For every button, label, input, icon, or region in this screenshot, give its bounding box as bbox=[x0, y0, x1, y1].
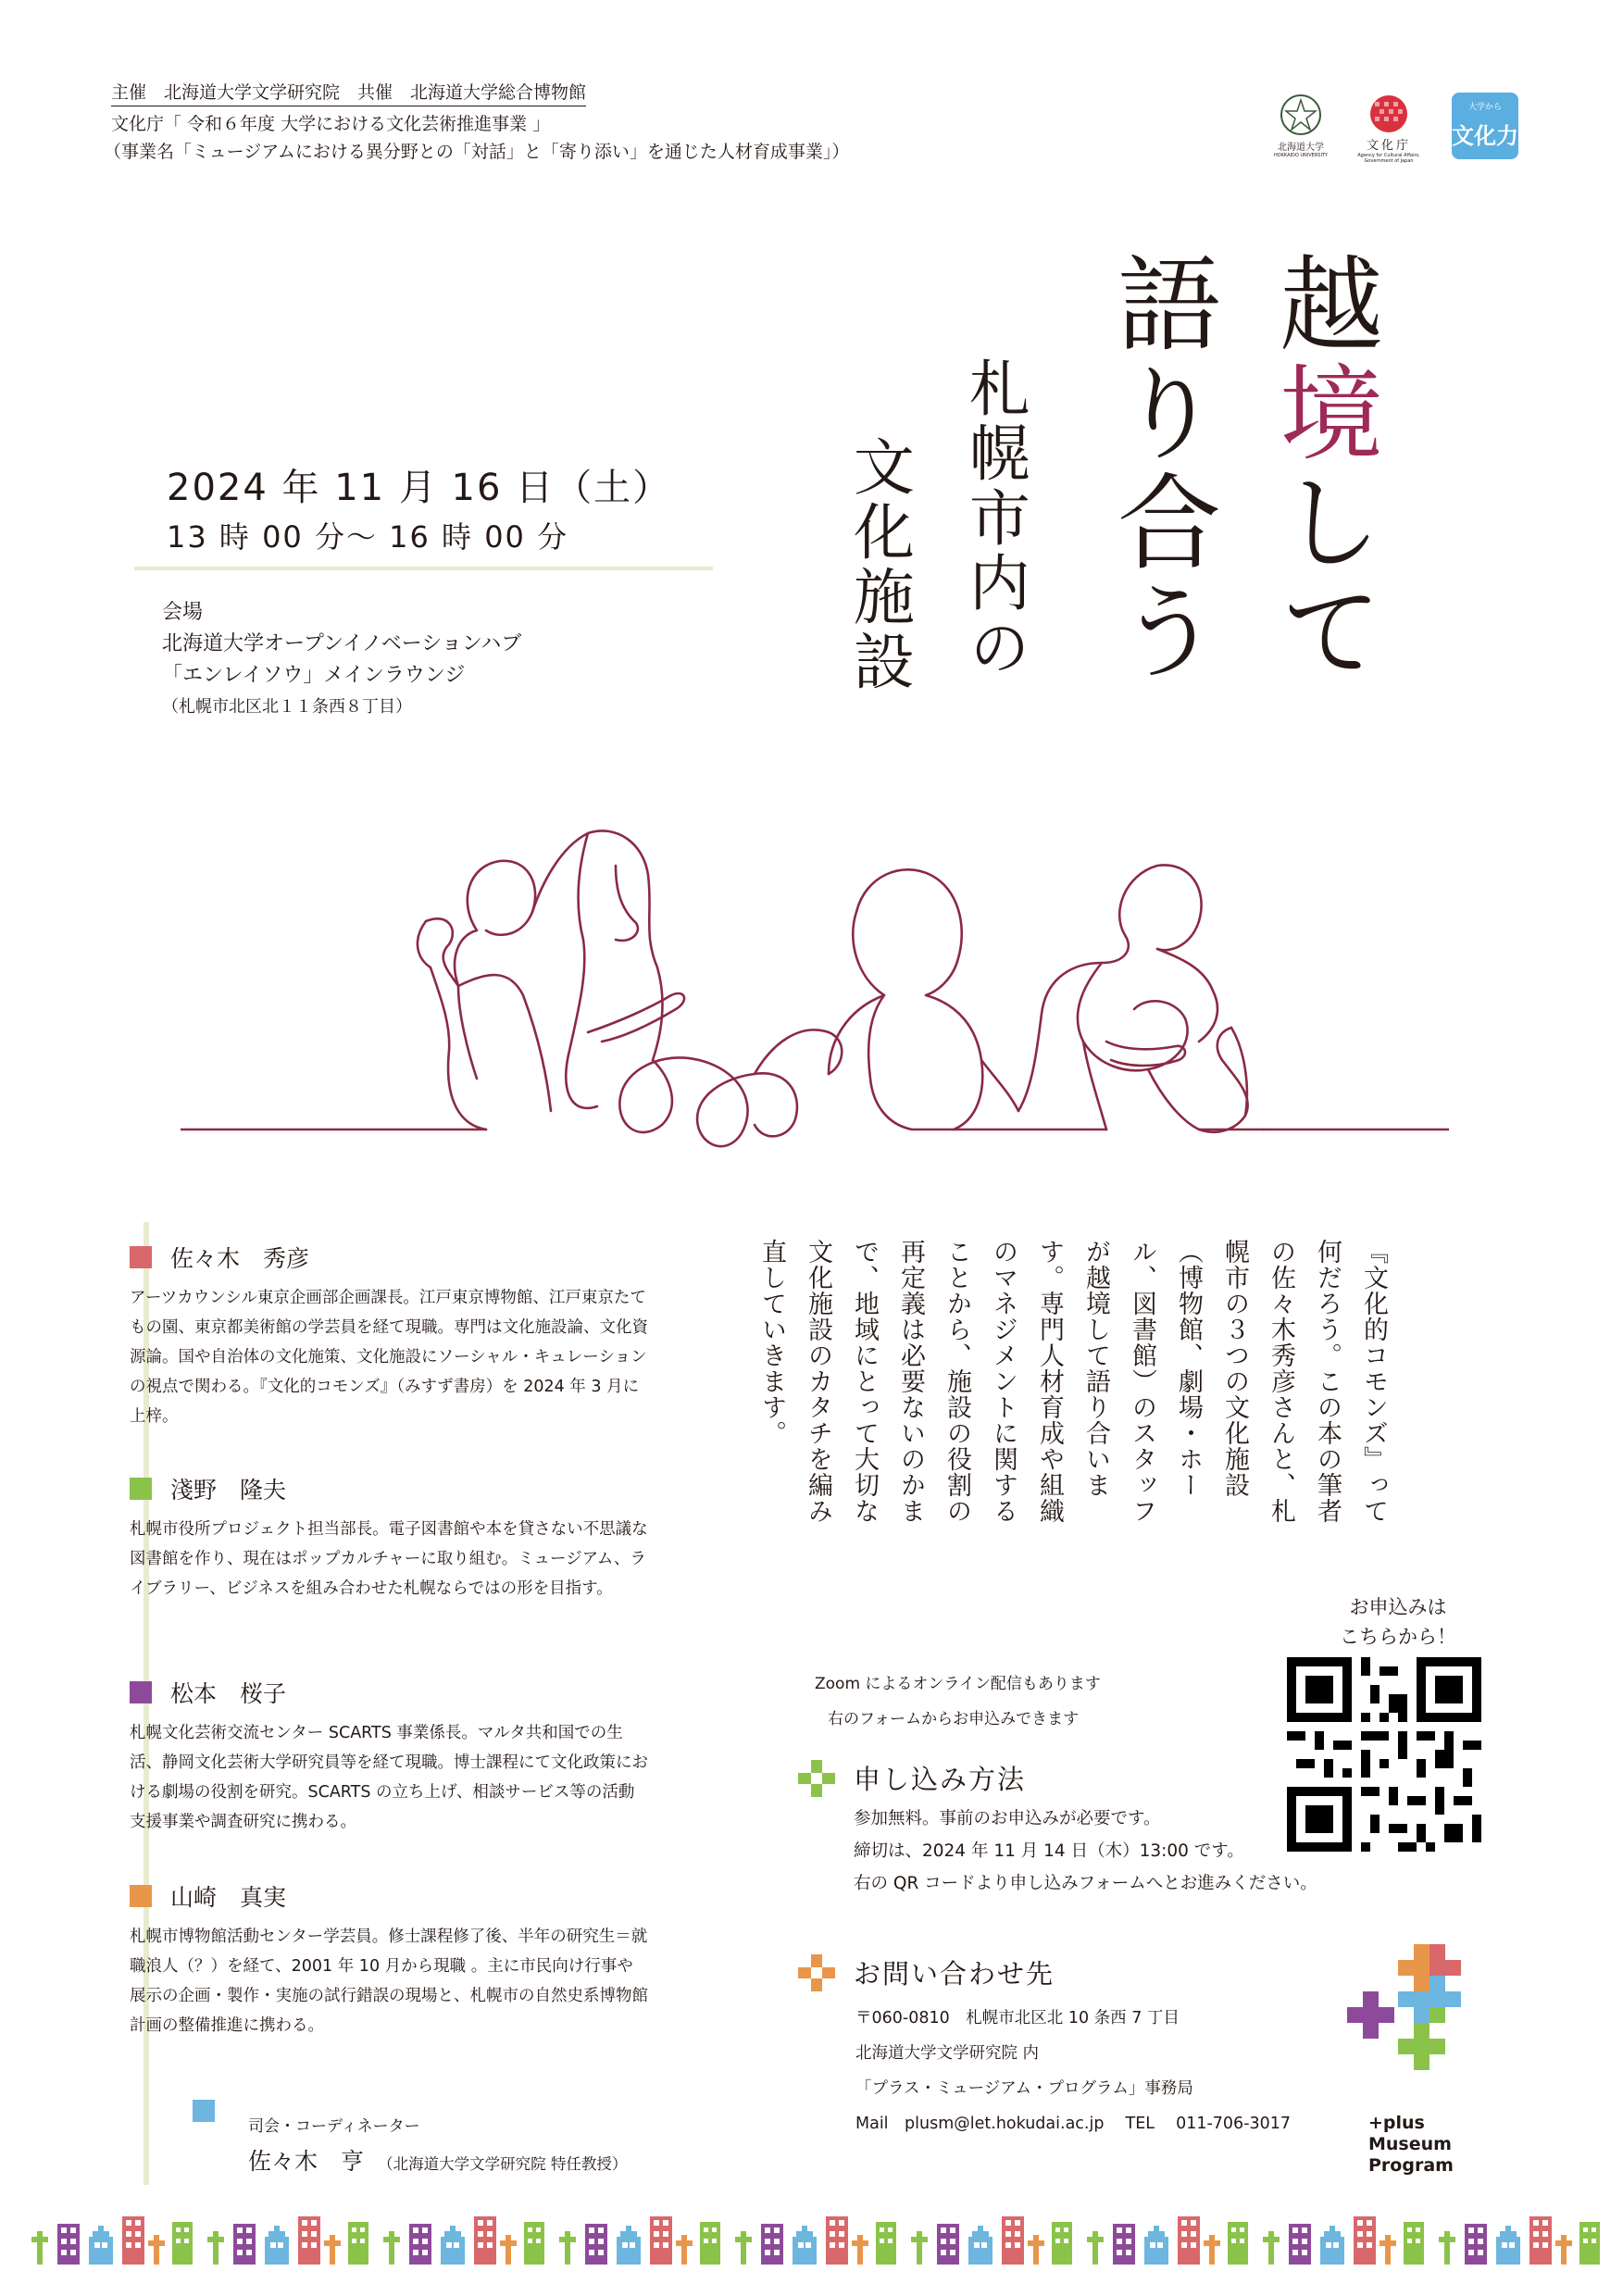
coordinator-name: 佐々木 亨 bbox=[248, 2148, 365, 2175]
speaker-1-marker bbox=[130, 1246, 152, 1268]
venue-room: 「エンレイソウ」メインラウンジ bbox=[162, 664, 466, 687]
plus-green-icon bbox=[798, 1760, 835, 1797]
speaker-3-bio: 札幌文化芸術交流センター SCARTS 事業係長。マルタ共和国での生活、静岡文化芸術大学研究員等を経て現職。博士課程にて文化政策における劇場の役割を研究。SCARTS の立ち上げ、相談サービス等の活動支援事業や調査研究に携わる。 bbox=[130, 1724, 648, 1831]
event-date: 2024 年 11 月 16 日（土） bbox=[167, 467, 672, 509]
program-l3: Program bbox=[1368, 2155, 1454, 2176]
speaker-1-bio: アーツカウンシル東京企画部企画課長。江戸東京博物館、江戸東京たてもの園、東京都美術館の学芸員を経て現職。専門は文化施設論、文化資源論。国や自治体の文化施策、文化施設にソーシャル・キュレーションの視点で関わる。『文化的コモンズ』（みすず書房）を 2024 年 3 月に上梓。 bbox=[130, 1289, 648, 1426]
apply-line3: 右の QR コードより申し込みフォームへとお進みください。 bbox=[854, 1874, 1317, 1893]
venue-label: 会場 bbox=[162, 601, 204, 624]
qr-label bbox=[1324, 1592, 1472, 1652]
event-time: 13 時 00 分～ 16 時 00 分 bbox=[167, 519, 569, 555]
contact-title: お問い合わせ先 bbox=[854, 1958, 1055, 1990]
date-rule bbox=[134, 567, 713, 570]
title-accent: 境 bbox=[1262, 359, 1383, 468]
coordinator bbox=[194, 2100, 627, 2177]
venue-address: （札幌市北区北１１条西８丁目） bbox=[162, 697, 412, 717]
bunkacho-logo bbox=[1352, 93, 1426, 164]
contact-address: 〒060-0810 札幌市北区北 10 条西 7 丁目 bbox=[855, 2009, 1180, 2028]
hokudai-name: 北海道大学 bbox=[1278, 143, 1324, 153]
speaker-3-marker bbox=[130, 1681, 152, 1703]
apply-line2: 締切は、2024 年 11 月 14 日（木）13:00 です。 bbox=[854, 1841, 1244, 1861]
title-post: して bbox=[1262, 468, 1383, 687]
speaker-1 bbox=[130, 1241, 676, 1431]
coordinator-marker bbox=[193, 2100, 215, 2122]
online-line2: 右のフォームからお申込みできます bbox=[828, 1710, 1080, 1728]
subtitle-line1: 札幌市内の bbox=[958, 356, 1030, 680]
qr-label-line2: こちらから！ bbox=[1340, 1626, 1456, 1648]
bunkacho-mark-icon bbox=[1367, 93, 1410, 135]
hokudai-logo bbox=[1268, 93, 1333, 158]
bunkaryoku-top: 大学から bbox=[1467, 103, 1502, 112]
speaker-2-name: 淺野 隆夫 bbox=[170, 1477, 287, 1504]
pixel-town-border bbox=[28, 2194, 1602, 2268]
online-line1: Zoom によるオンライン配信もあります bbox=[815, 1675, 1101, 1693]
speaker-4-marker bbox=[130, 1885, 152, 1907]
speaker-2-marker bbox=[130, 1478, 152, 1500]
speaker-2-bio: 札幌市役所プロジェクト担当部長。電子図書館や本を貸さない不思議な図書館を作り、現在はポップカルチャーに取り組む。ミュージアム、ライブラリー、ビジネスを組み合わせた札幌ならではの形を目指す。 bbox=[130, 1520, 648, 1598]
contact-mail-tel[interactable]: Mail plusm@let.hokudai.ac.jp TEL 011-706-3017 bbox=[855, 2115, 1292, 2133]
line-art-people-illustration bbox=[181, 773, 1449, 1180]
title-pre: 越 bbox=[1262, 250, 1383, 359]
bunkacho-name-en: Agency for Cultural Affairs, Government of Japan bbox=[1357, 153, 1420, 164]
program-l2: Museum bbox=[1368, 2134, 1452, 2154]
coordinator-affiliation: （北海道大学文学研究院 特任教授） bbox=[378, 2155, 628, 2173]
hokudai-emblem-icon bbox=[1279, 93, 1323, 137]
contact-org: 北海道大学文学研究院 内 bbox=[855, 2044, 1040, 2063]
program-l1: +plus bbox=[1368, 2113, 1425, 2133]
speaker-3-name: 松本 桜子 bbox=[170, 1680, 287, 1707]
speaker-4-name: 山崎 真実 bbox=[170, 1884, 287, 1911]
speaker-1-name: 佐々木 秀彦 bbox=[170, 1245, 310, 1272]
agency-line: 文化庁「 令和６年度 大学における文化芸術推進事業 」 bbox=[111, 114, 551, 134]
bunkacho-name: 文化庁 bbox=[1366, 139, 1411, 153]
speaker-4-bio: 札幌市博物館活動センター学芸員。修士課程修了後、半年の研究生＝就職浪人（？）を経て、2001 年 10 月から現職 。主に市民向け行事や展示の企画・製作・実施の試行錯誤の現場と、札幌市の自然史系博物館計画の整備推進に携わる。 bbox=[130, 1928, 648, 2035]
coordinator-label: 司会・コーディネーター bbox=[248, 2117, 420, 2136]
intro-text: 『文化的コモンズ』って何だろう。この本の筆者の佐々木秀彦さんと、札幌市の３つの文化施設（博物館、劇場・ホール、図書館）のスタッフが越境して語り合います。専門人材育成や組織のマネジメントに関することから、施設の役割の再定義は必要ないのかまで、地域にとって大切な文化施設のカタチを編み直していきます。 bbox=[757, 1239, 1388, 1524]
apply-section bbox=[798, 1759, 1317, 1900]
apply-title: 申し込み方法 bbox=[854, 1764, 1027, 1795]
organizer-line: 主催 北海道大学文学研究院 共催 北海道大学総合博物館 bbox=[111, 80, 586, 106]
speaker-3 bbox=[130, 1676, 676, 1837]
project-name-line: （事業名「ミュージアムにおける異分野との「対話」と「寄り添い」を通じた人材育成事業」） bbox=[104, 142, 850, 162]
bunkaryoku-name: 文化力 bbox=[1452, 123, 1518, 149]
speaker-2 bbox=[130, 1472, 676, 1603]
plus-museum-program-text bbox=[1368, 2113, 1454, 2177]
hokudai-name-en: HOKKAIDO UNIVERSITY bbox=[1273, 153, 1329, 158]
online-note bbox=[815, 1666, 1101, 1737]
venue-block bbox=[162, 597, 521, 723]
contact-section bbox=[798, 1953, 1291, 2141]
bunkaryoku-logo bbox=[1452, 93, 1518, 159]
qr-label-line1: お申込みは bbox=[1349, 1596, 1447, 1618]
title-line2: 語り合う bbox=[1100, 250, 1221, 687]
speaker-4 bbox=[130, 1879, 676, 2040]
plus-orange-icon bbox=[798, 1954, 835, 1991]
venue-name: 北海道大学オープンイノベーションハブ bbox=[162, 632, 522, 655]
apply-line1: 参加無料。事前のお申込みが必要です。 bbox=[854, 1809, 1161, 1828]
plus-museum-program-mark bbox=[1347, 1944, 1477, 2102]
subtitle-line2: 文化施設 bbox=[843, 435, 915, 694]
title-line1 bbox=[1262, 250, 1383, 687]
contact-office: 「プラス・ミュージアム・プログラム」事務局 bbox=[855, 2079, 1193, 2098]
